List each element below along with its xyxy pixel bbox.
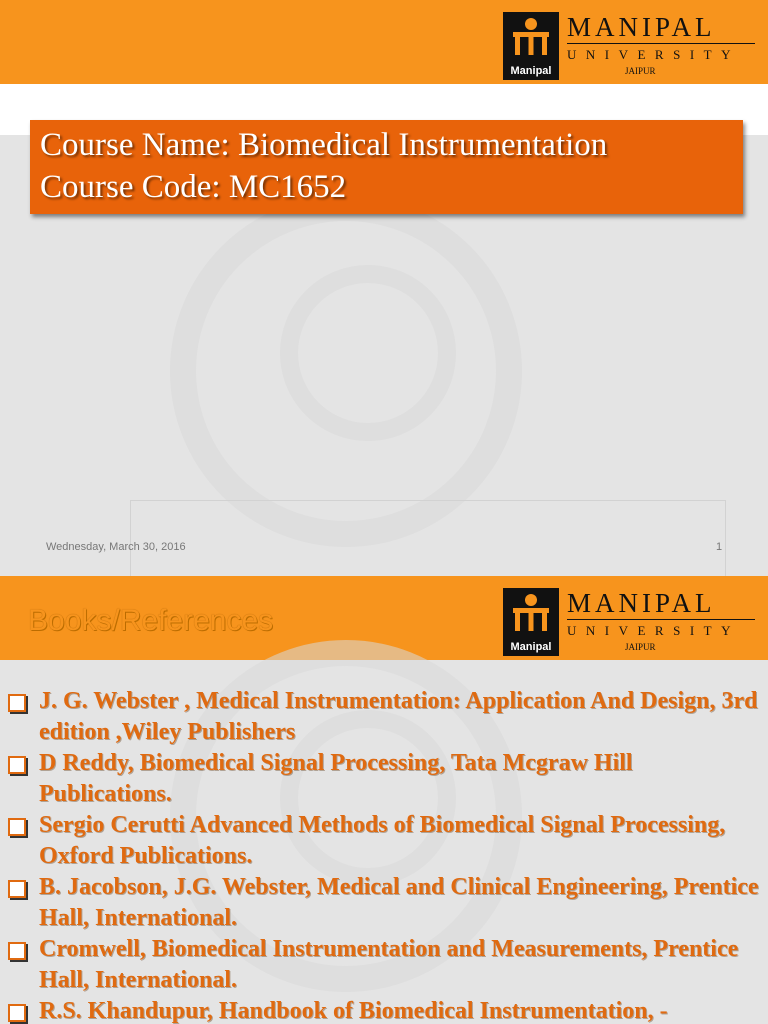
reference-item [8,810,763,872]
watermark-logo-inner [280,265,456,441]
logo-name: MANIPAL [567,12,716,42]
logo-university: UNIVERSITY [567,623,740,638]
logo-emblem [503,12,559,80]
logo-divider [567,619,755,620]
checkbox-bullet-icon [8,942,26,960]
logo-city: JAIPUR [625,642,656,652]
checkbox-bullet-icon [8,694,26,712]
reference-text: J. G. Webster , Medical Instrumentation: Application And Design, 3rd edition ,Wiley Publishers [39,688,758,745]
logo-box-label: Manipal [510,641,552,653]
checkbox-bullet-icon [8,1004,26,1022]
reference-text: R.S. Khandupur, Handbook of Biomedical Instrumentation, - [39,998,668,1024]
university-logo [503,588,757,658]
course-code: Course Code: MC1652 [40,169,347,205]
reference-item [8,872,763,934]
reference-text: Cromwell, Biomedical Instrumentation and Measurements, Prentice Hall, International. [39,936,739,993]
logo-emblem [503,588,559,656]
course-name: Course Name: Biomedical Instrumentation [40,127,608,163]
reference-text: B. Jacobson, J.G. Webster, Medical and Clinical Engineering, Prentice Hall, International. [39,874,759,931]
reference-item [8,686,763,748]
logo-name: MANIPAL [567,588,716,618]
logo-box-label: Manipal [510,65,552,77]
logo-emblem-icon [503,12,559,62]
slide-title: Books/References [28,604,274,637]
logo-city: JAIPUR [625,66,656,76]
university-logo [503,12,757,82]
slide-2 [0,576,768,1024]
logo-emblem-icon [503,588,559,638]
checkbox-bullet-icon [8,818,26,836]
logo-divider [567,43,755,44]
course-title-box [30,120,743,214]
logo-university: UNIVERSITY [567,47,740,62]
footer-frame [130,500,726,576]
checkbox-bullet-icon [8,756,26,774]
reference-text: Sergio Cerutti Advanced Methods of Biomedical Signal Processing, Oxford Publications. [39,812,726,869]
page-number: 1 [716,541,723,553]
checkbox-bullet-icon [8,880,26,898]
reference-item [8,748,763,810]
reference-item [8,934,763,996]
reference-text: D Reddy, Biomedical Signal Processing, Tata Mcgraw Hill Publications. [39,750,633,807]
reference-item [8,996,763,1024]
footer-date: Wednesday, March 30, 2016 [46,541,186,553]
reference-list [8,686,763,1024]
